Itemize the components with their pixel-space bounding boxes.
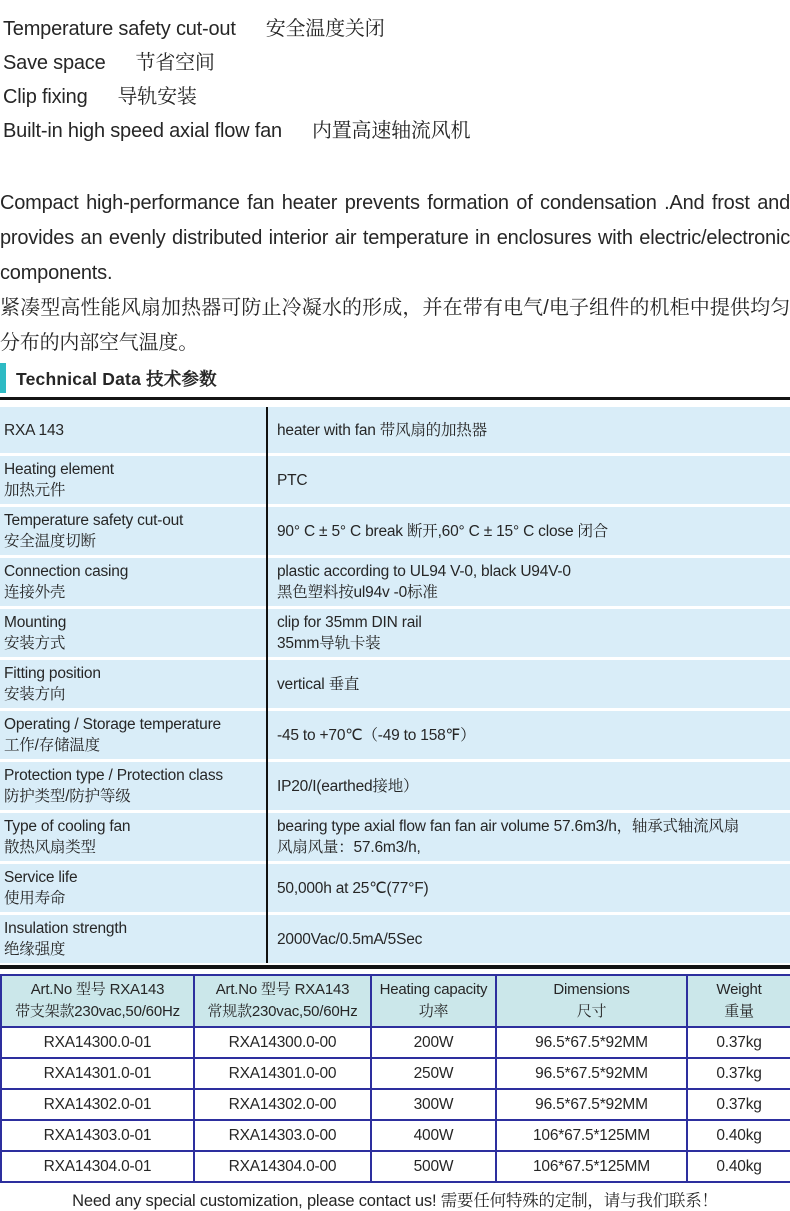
spec-label-line: Fitting position	[4, 665, 101, 682]
feature-item	[3, 12, 790, 46]
model-row	[1, 1089, 790, 1120]
spec-row	[0, 609, 790, 657]
header-line: 带支架款230vac,50/60Hz	[15, 1003, 180, 1020]
feature-zh: 节省空间	[135, 52, 215, 74]
spec-row	[0, 864, 790, 912]
spec-label	[0, 864, 266, 912]
model-cell: 0.37kg	[687, 1089, 790, 1120]
spec-label-line: Service life	[4, 869, 78, 886]
spec-label	[0, 762, 266, 810]
header-line: 尺寸	[576, 1003, 607, 1020]
feature-en: Built-in high speed axial flow fan	[3, 120, 282, 142]
model-cell: 0.40kg	[687, 1151, 790, 1182]
model-cell: 300W	[371, 1089, 496, 1120]
header-line: Weight	[716, 981, 762, 998]
model-cell: RXA14304.0-01	[1, 1151, 194, 1182]
header-line: Dimensions	[553, 981, 630, 998]
model-col-header-artno-bracket	[1, 975, 194, 1027]
spec-label	[0, 813, 266, 861]
section-title: Technical Data 技术参数	[0, 363, 217, 393]
spec-label	[0, 558, 266, 606]
model-table-body	[1, 1027, 790, 1182]
model-cell: RXA14300.0-00	[194, 1027, 371, 1058]
spec-row	[0, 660, 790, 708]
spec-value	[266, 813, 790, 861]
spec-label-line: 防护类型/防护等级	[4, 788, 131, 805]
spec-label	[0, 507, 266, 555]
model-cell: 106*67.5*125MM	[496, 1120, 687, 1151]
model-cell: 0.37kg	[687, 1058, 790, 1089]
model-cell: RXA14302.0-01	[1, 1089, 194, 1120]
feature-en: Save space	[3, 52, 106, 74]
model-cell: RXA14303.0-01	[1, 1120, 194, 1151]
description-zh: 紧凑型高性能风扇加热器可防止冷凝水的形成，并在带有电气/电子组件的机柜中提供均匀分布的内部空气温度。	[0, 297, 790, 354]
spec-value-line: clip for 35mm DIN rail	[277, 614, 422, 631]
model-row	[1, 1151, 790, 1182]
spec-row	[0, 813, 790, 861]
spec-value-line: vertical 垂直	[277, 675, 360, 693]
model-cell: 96.5*67.5*92MM	[496, 1058, 687, 1089]
spec-label-line: 绝缘强度	[4, 941, 66, 958]
model-row	[1, 1120, 790, 1151]
spec-label-line: RXA 143	[4, 421, 64, 439]
spec-label-line: Protection type / Protection class	[4, 767, 223, 784]
model-cell: RXA14302.0-00	[194, 1089, 371, 1120]
model-col-header-weight	[687, 975, 790, 1027]
model-row	[1, 1058, 790, 1089]
spec-label	[0, 711, 266, 759]
feature-en: Clip fixing	[3, 86, 88, 108]
spec-label	[0, 915, 266, 963]
spec-value-line: 黑色塑料按ul94v -0标准	[277, 584, 438, 601]
spec-value	[266, 417, 790, 444]
model-cell: 106*67.5*125MM	[496, 1151, 687, 1182]
model-cell: RXA14301.0-01	[1, 1058, 194, 1089]
spec-label	[0, 609, 266, 657]
spec-row	[0, 762, 790, 810]
model-table-head	[1, 975, 790, 1027]
spec-value	[266, 467, 790, 494]
header-line: Art.No 型号 RXA143	[30, 981, 165, 998]
model-cell: 0.40kg	[687, 1120, 790, 1151]
spec-label-line: Heating element	[4, 461, 114, 478]
feature-item	[3, 80, 790, 114]
model-table	[0, 974, 790, 1183]
model-cell: 500W	[371, 1151, 496, 1182]
model-header-row	[1, 975, 790, 1027]
spec-value	[266, 671, 790, 698]
model-cell: 0.37kg	[687, 1027, 790, 1058]
spec-value-line: 风扇风量：57.6m3/h,	[277, 839, 421, 856]
model-row	[1, 1027, 790, 1058]
model-cell: 200W	[371, 1027, 496, 1058]
spec-value-line: PTC	[277, 471, 308, 489]
feature-list	[0, 0, 790, 148]
spec-label-line: 连接外壳	[4, 584, 66, 601]
spec-value-line: 2000Vac/0.5mA/5Sec	[277, 930, 423, 948]
product-description	[0, 186, 790, 361]
header-line: 常规款230vac,50/60Hz	[207, 1003, 358, 1020]
model-cell: 400W	[371, 1120, 496, 1151]
header-line: 重量	[724, 1003, 754, 1020]
spec-label-line: 工作/存储温度	[4, 737, 100, 754]
spec-row	[0, 915, 790, 963]
spec-label-line: 安装方式	[4, 635, 66, 652]
spec-value-line: 35mm导轨卡装	[277, 635, 381, 652]
contact-note: Need any special customization, please contact us! 需要任何特殊的定制，请与我们联系！	[72, 1192, 718, 1210]
spec-value	[266, 875, 790, 902]
spec-value	[266, 558, 790, 606]
spec-label-line: 加热元件	[4, 482, 66, 499]
model-cell: 250W	[371, 1058, 496, 1089]
spec-label	[0, 660, 266, 708]
spec-label-line: Insulation strength	[4, 920, 127, 937]
model-cell: RXA14303.0-00	[194, 1120, 371, 1151]
spec-value-line: IP20/I(earthed接地）	[277, 777, 419, 795]
spec-label-line: 安全温度切断	[4, 533, 96, 550]
spec-value-line: -45 to +70℃（-49 to 158℉）	[277, 726, 476, 744]
technical-data-header	[0, 363, 790, 400]
feature-en: Temperature safety cut-out	[3, 18, 236, 40]
spec-label-line: Type of cooling fan	[4, 818, 131, 835]
spec-label-line: Mounting	[4, 614, 67, 631]
model-cell: 96.5*67.5*92MM	[496, 1027, 687, 1058]
spec-label	[0, 456, 266, 504]
spec-value-line: heater with fan 带风扇的加热器	[277, 421, 487, 439]
spec-value-line: 50,000h at 25℃(77°F)	[277, 879, 429, 897]
spec-value	[266, 926, 790, 953]
spec-label-line: 散热风扇类型	[4, 839, 96, 856]
spec-label-line: Operating / Storage temperature	[4, 716, 221, 733]
header-line: 功率	[418, 1003, 449, 1020]
model-col-header-heating-capacity	[371, 975, 496, 1027]
model-cell: RXA14301.0-00	[194, 1058, 371, 1089]
spec-row	[0, 711, 790, 759]
feature-zh: 内置高速轴流风机	[311, 120, 471, 142]
spec-row	[0, 456, 790, 504]
spec-label-line: Temperature safety cut-out	[4, 512, 184, 529]
header-line: Heating capacity	[379, 981, 488, 998]
spec-value	[266, 518, 790, 545]
spec-label	[0, 417, 266, 444]
spec-value	[266, 722, 790, 749]
spec-value-line: plastic according to UL94 V-0, black U94V-0	[277, 563, 571, 580]
section-divider	[0, 965, 790, 969]
spec-value	[266, 773, 790, 800]
model-col-header-artno-regular	[194, 975, 371, 1027]
model-cell: RXA14300.0-01	[1, 1027, 194, 1058]
spec-value-line: 90° C ± 5° C break 断开,60° C ± 15° C close 闭合	[277, 522, 609, 540]
feature-item	[3, 46, 790, 80]
model-cell: 96.5*67.5*92MM	[496, 1089, 687, 1120]
model-col-header-dimensions	[496, 975, 687, 1027]
header-line: Art.No 型号 RXA143	[215, 981, 350, 998]
feature-zh: 导轨安装	[117, 86, 197, 108]
spec-value-line: bearing type axial flow fan fan air volume 57.6m3/h，轴承式轴流风扇	[277, 818, 740, 835]
spec-label-line: Connection casing	[4, 563, 129, 580]
spec-row	[0, 407, 790, 453]
feature-zh: 安全温度关闭	[265, 18, 385, 40]
model-cell: RXA14304.0-00	[194, 1151, 371, 1182]
description-en: Compact high-performance fan heater prevents formation of condensation .And frost and provides an evenly distributed interior air temperature in enclosures with electric/electronic components.	[0, 192, 790, 284]
spec-label-line: 安装方向	[4, 686, 66, 703]
spec-value	[266, 609, 790, 657]
spec-table	[0, 407, 790, 963]
spec-row	[0, 507, 790, 555]
spec-label-line: 使用寿命	[4, 890, 66, 907]
spec-row	[0, 558, 790, 606]
feature-item	[3, 114, 790, 148]
